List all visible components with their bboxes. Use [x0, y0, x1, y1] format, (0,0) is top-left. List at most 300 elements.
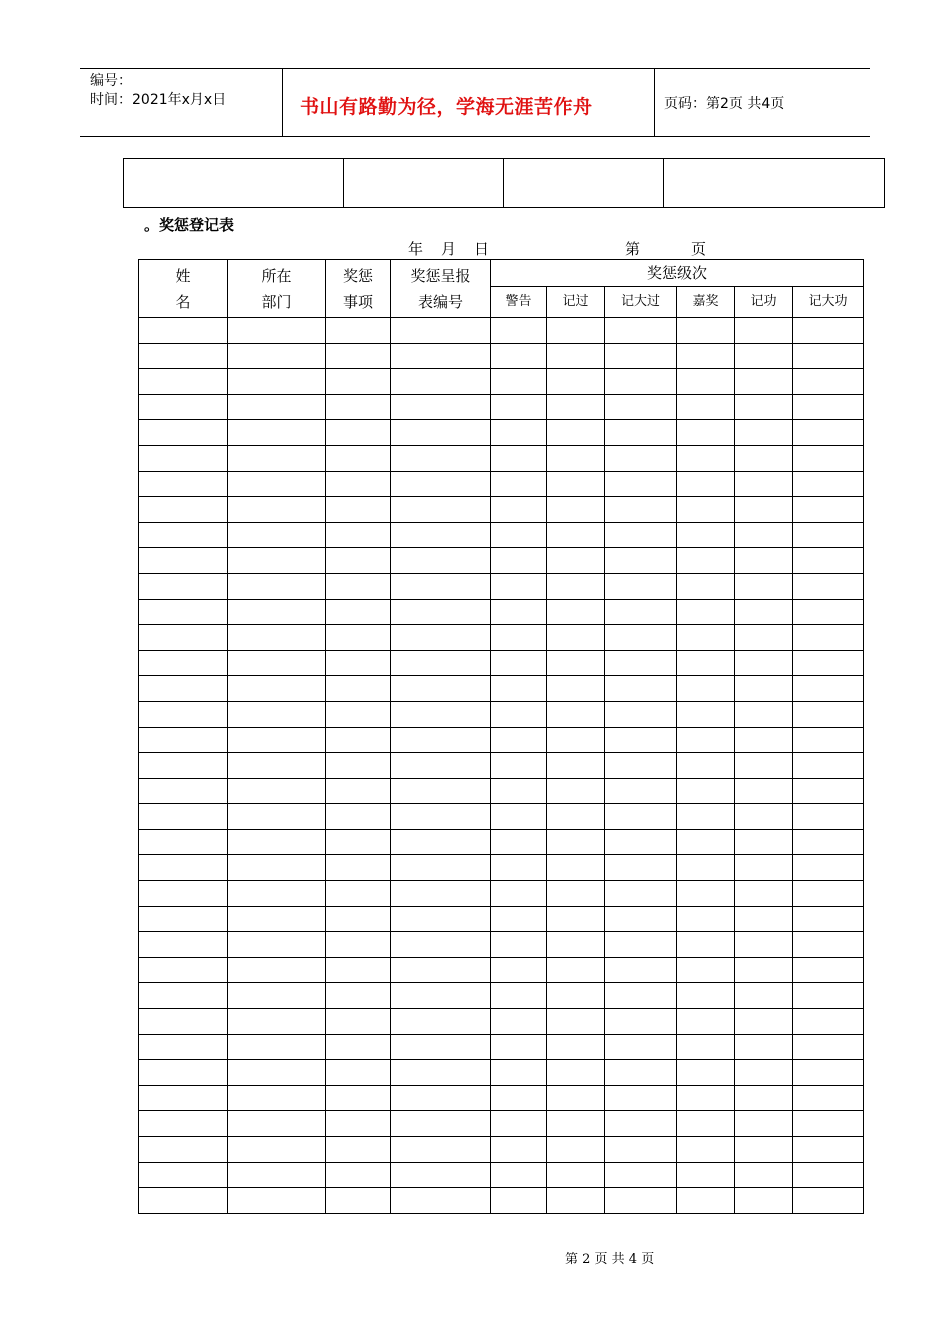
table-cell[interactable] — [677, 573, 735, 599]
table-cell[interactable] — [677, 906, 735, 932]
table-cell[interactable] — [547, 369, 605, 395]
table-cell[interactable] — [139, 1060, 228, 1086]
table-cell[interactable] — [605, 369, 677, 395]
table-cell[interactable] — [228, 522, 326, 548]
table-cell[interactable] — [547, 676, 605, 702]
table-cell[interactable] — [735, 1137, 793, 1163]
table-cell[interactable] — [326, 650, 391, 676]
table-cell[interactable] — [677, 778, 735, 804]
table-cell[interactable] — [391, 625, 491, 651]
table-cell[interactable] — [326, 753, 391, 779]
table-cell[interactable] — [547, 471, 605, 497]
table-cell[interactable] — [326, 701, 391, 727]
table-cell[interactable] — [793, 1085, 864, 1111]
table-cell[interactable] — [735, 625, 793, 651]
table-cell[interactable] — [677, 983, 735, 1009]
table-cell[interactable] — [391, 599, 491, 625]
table-cell[interactable] — [391, 701, 491, 727]
table-cell[interactable] — [139, 394, 228, 420]
table-cell[interactable] — [547, 1137, 605, 1163]
table-cell[interactable] — [677, 957, 735, 983]
table-cell[interactable] — [228, 1085, 326, 1111]
table-cell[interactable] — [605, 522, 677, 548]
table-cell[interactable] — [735, 957, 793, 983]
table-cell[interactable] — [547, 701, 605, 727]
table-cell[interactable] — [793, 701, 864, 727]
table-cell[interactable] — [139, 650, 228, 676]
table-cell[interactable] — [326, 318, 391, 344]
table-cell[interactable] — [139, 932, 228, 958]
table-cell[interactable] — [326, 778, 391, 804]
table-cell[interactable] — [326, 369, 391, 395]
table-cell[interactable] — [677, 420, 735, 446]
table-cell[interactable] — [228, 1009, 326, 1035]
table-cell[interactable] — [228, 343, 326, 369]
table-cell[interactable] — [491, 881, 547, 907]
table-cell[interactable] — [735, 727, 793, 753]
table-cell[interactable] — [228, 599, 326, 625]
table-cell[interactable] — [326, 1111, 391, 1137]
table-cell[interactable] — [677, 369, 735, 395]
table-cell[interactable] — [793, 1111, 864, 1137]
table-cell[interactable] — [735, 1162, 793, 1188]
table-cell[interactable] — [326, 625, 391, 651]
table-cell[interactable] — [491, 1060, 547, 1086]
table-cell[interactable] — [677, 445, 735, 471]
table-cell[interactable] — [793, 394, 864, 420]
table-cell[interactable] — [139, 881, 228, 907]
table-cell[interactable] — [139, 983, 228, 1009]
table-cell[interactable] — [491, 625, 547, 651]
table-cell[interactable] — [326, 599, 391, 625]
table-cell[interactable] — [677, 1188, 735, 1214]
table-cell[interactable] — [677, 676, 735, 702]
table-cell[interactable] — [326, 676, 391, 702]
table-cell[interactable] — [228, 650, 326, 676]
table-cell[interactable] — [228, 957, 326, 983]
table-cell[interactable] — [793, 1137, 864, 1163]
table-cell[interactable] — [547, 420, 605, 446]
table-cell[interactable] — [605, 957, 677, 983]
table-cell[interactable] — [605, 1060, 677, 1086]
table-cell[interactable] — [326, 932, 391, 958]
table-cell[interactable] — [605, 1009, 677, 1035]
table-cell[interactable] — [677, 829, 735, 855]
table-cell[interactable] — [735, 701, 793, 727]
table-cell[interactable] — [547, 1111, 605, 1137]
table-cell[interactable] — [326, 881, 391, 907]
table-cell[interactable] — [139, 1009, 228, 1035]
table-cell[interactable] — [228, 369, 326, 395]
table-cell[interactable] — [326, 1034, 391, 1060]
table-cell[interactable] — [677, 855, 735, 881]
table-cell[interactable] — [391, 855, 491, 881]
table-cell[interactable] — [326, 343, 391, 369]
table-cell[interactable] — [677, 471, 735, 497]
table-cell[interactable] — [228, 881, 326, 907]
table-cell[interactable] — [391, 420, 491, 446]
table-cell[interactable] — [139, 318, 228, 344]
table-cell[interactable] — [326, 1188, 391, 1214]
table-cell[interactable] — [605, 855, 677, 881]
table-cell[interactable] — [677, 1137, 735, 1163]
table-cell[interactable] — [793, 1009, 864, 1035]
table-cell[interactable] — [139, 855, 228, 881]
table-cell[interactable] — [677, 625, 735, 651]
table-cell[interactable] — [605, 394, 677, 420]
table-cell[interactable] — [793, 906, 864, 932]
table-cell[interactable] — [605, 650, 677, 676]
table-cell[interactable] — [793, 1162, 864, 1188]
table-cell[interactable] — [735, 881, 793, 907]
table-cell[interactable] — [391, 548, 491, 574]
table-cell[interactable] — [735, 573, 793, 599]
table-cell[interactable] — [228, 778, 326, 804]
table-cell[interactable] — [139, 676, 228, 702]
table-cell[interactable] — [139, 701, 228, 727]
table-cell[interactable] — [228, 1111, 326, 1137]
table-cell[interactable] — [677, 394, 735, 420]
table-cell[interactable] — [547, 1085, 605, 1111]
table-cell[interactable] — [735, 1111, 793, 1137]
table-cell[interactable] — [326, 1085, 391, 1111]
table-cell[interactable] — [547, 497, 605, 523]
table-cell[interactable] — [547, 650, 605, 676]
table-cell[interactable] — [547, 625, 605, 651]
table-cell[interactable] — [605, 497, 677, 523]
table-cell[interactable] — [605, 753, 677, 779]
table-cell[interactable] — [677, 1034, 735, 1060]
table-cell[interactable] — [228, 471, 326, 497]
table-cell[interactable] — [605, 1034, 677, 1060]
table-cell[interactable] — [677, 932, 735, 958]
table-cell[interactable] — [793, 497, 864, 523]
table-cell[interactable] — [793, 369, 864, 395]
table-cell[interactable] — [391, 497, 491, 523]
table-cell[interactable] — [793, 829, 864, 855]
table-cell[interactable] — [735, 1060, 793, 1086]
table-cell[interactable] — [547, 855, 605, 881]
table-cell[interactable] — [547, 906, 605, 932]
table-cell[interactable] — [491, 932, 547, 958]
table-cell[interactable] — [228, 906, 326, 932]
table-cell[interactable] — [605, 906, 677, 932]
table-cell[interactable] — [735, 599, 793, 625]
table-cell[interactable] — [139, 778, 228, 804]
table-cell[interactable] — [547, 881, 605, 907]
table-cell[interactable] — [491, 1085, 547, 1111]
table-cell[interactable] — [491, 445, 547, 471]
table-cell[interactable] — [391, 522, 491, 548]
table-cell[interactable] — [605, 727, 677, 753]
table-cell[interactable] — [326, 855, 391, 881]
table-cell[interactable] — [391, 573, 491, 599]
table-cell[interactable] — [228, 1162, 326, 1188]
table-cell[interactable] — [547, 573, 605, 599]
table-cell[interactable] — [391, 1085, 491, 1111]
table-cell[interactable] — [326, 906, 391, 932]
table-cell[interactable] — [547, 932, 605, 958]
table-cell[interactable] — [391, 1111, 491, 1137]
table-cell[interactable] — [491, 548, 547, 574]
table-cell[interactable] — [793, 573, 864, 599]
table-cell[interactable] — [139, 420, 228, 446]
table-cell[interactable] — [228, 1137, 326, 1163]
table-cell[interactable] — [735, 676, 793, 702]
table-cell[interactable] — [391, 369, 491, 395]
table-cell[interactable] — [139, 369, 228, 395]
table-cell[interactable] — [793, 932, 864, 958]
table-cell[interactable] — [605, 676, 677, 702]
table-cell[interactable] — [605, 548, 677, 574]
table-cell[interactable] — [793, 1034, 864, 1060]
table-cell[interactable] — [326, 829, 391, 855]
table-cell[interactable] — [677, 650, 735, 676]
table-cell[interactable] — [793, 471, 864, 497]
table-cell[interactable] — [677, 804, 735, 830]
table-cell[interactable] — [491, 1009, 547, 1035]
table-cell[interactable] — [793, 599, 864, 625]
table-cell[interactable] — [228, 983, 326, 1009]
table-cell[interactable] — [547, 1060, 605, 1086]
table-cell[interactable] — [605, 599, 677, 625]
table-cell[interactable] — [735, 778, 793, 804]
table-cell[interactable] — [677, 1060, 735, 1086]
table-cell[interactable] — [391, 906, 491, 932]
table-cell[interactable] — [547, 983, 605, 1009]
table-cell[interactable] — [677, 318, 735, 344]
table-cell[interactable] — [547, 318, 605, 344]
table-cell[interactable] — [677, 753, 735, 779]
table-cell[interactable] — [491, 394, 547, 420]
table-cell[interactable] — [228, 318, 326, 344]
table-cell[interactable] — [391, 957, 491, 983]
table-cell[interactable] — [735, 983, 793, 1009]
table-cell[interactable] — [391, 318, 491, 344]
table-cell[interactable] — [139, 753, 228, 779]
table-cell[interactable] — [547, 522, 605, 548]
table-cell[interactable] — [605, 445, 677, 471]
table-cell[interactable] — [491, 650, 547, 676]
table-cell[interactable] — [139, 1111, 228, 1137]
table-cell[interactable] — [228, 727, 326, 753]
table-cell[interactable] — [677, 522, 735, 548]
table-cell[interactable] — [793, 957, 864, 983]
table-cell[interactable] — [391, 829, 491, 855]
table-cell[interactable] — [735, 804, 793, 830]
table-cell[interactable] — [735, 471, 793, 497]
table-cell[interactable] — [491, 497, 547, 523]
table-cell[interactable] — [139, 573, 228, 599]
table-cell[interactable] — [547, 599, 605, 625]
table-cell[interactable] — [793, 753, 864, 779]
table-cell[interactable] — [793, 881, 864, 907]
table-cell[interactable] — [677, 701, 735, 727]
table-cell[interactable] — [735, 343, 793, 369]
table-cell[interactable] — [735, 906, 793, 932]
table-cell[interactable] — [547, 548, 605, 574]
table-cell[interactable] — [391, 1034, 491, 1060]
table-cell[interactable] — [793, 983, 864, 1009]
table-cell[interactable] — [391, 394, 491, 420]
table-cell[interactable] — [605, 1085, 677, 1111]
table-cell[interactable] — [139, 906, 228, 932]
table-cell[interactable] — [735, 1034, 793, 1060]
table-cell[interactable] — [547, 1009, 605, 1035]
table-cell[interactable] — [491, 778, 547, 804]
table-cell[interactable] — [605, 983, 677, 1009]
table-cell[interactable] — [547, 1162, 605, 1188]
table-cell[interactable] — [793, 445, 864, 471]
table-cell[interactable] — [605, 701, 677, 727]
table-cell[interactable] — [391, 753, 491, 779]
table-cell[interactable] — [391, 804, 491, 830]
table-cell[interactable] — [326, 420, 391, 446]
table-cell[interactable] — [491, 804, 547, 830]
table-cell[interactable] — [793, 1060, 864, 1086]
table-cell[interactable] — [139, 727, 228, 753]
table-cell[interactable] — [391, 1162, 491, 1188]
table-cell[interactable] — [139, 599, 228, 625]
table-cell[interactable] — [391, 343, 491, 369]
table-cell[interactable] — [491, 573, 547, 599]
table-cell[interactable] — [228, 625, 326, 651]
table-cell[interactable] — [793, 420, 864, 446]
table-cell[interactable] — [735, 1188, 793, 1214]
table-cell[interactable] — [228, 932, 326, 958]
table-cell[interactable] — [793, 1188, 864, 1214]
table-cell[interactable] — [793, 855, 864, 881]
table-cell[interactable] — [228, 753, 326, 779]
table-cell[interactable] — [605, 1162, 677, 1188]
table-cell[interactable] — [139, 1137, 228, 1163]
table-cell[interactable] — [228, 1060, 326, 1086]
table-cell[interactable] — [735, 318, 793, 344]
table-cell[interactable] — [391, 983, 491, 1009]
table-cell[interactable] — [326, 1162, 391, 1188]
table-cell[interactable] — [139, 471, 228, 497]
table-cell[interactable] — [735, 420, 793, 446]
table-cell[interactable] — [491, 1162, 547, 1188]
table-cell[interactable] — [605, 881, 677, 907]
table-cell[interactable] — [605, 343, 677, 369]
table-cell[interactable] — [326, 573, 391, 599]
table-cell[interactable] — [735, 548, 793, 574]
table-cell[interactable] — [491, 1188, 547, 1214]
table-cell[interactable] — [677, 599, 735, 625]
table-cell[interactable] — [326, 1137, 391, 1163]
table-cell[interactable] — [139, 829, 228, 855]
table-cell[interactable] — [228, 420, 326, 446]
table-cell[interactable] — [735, 369, 793, 395]
table-cell[interactable] — [793, 548, 864, 574]
table-cell[interactable] — [491, 983, 547, 1009]
table-cell[interactable] — [605, 1137, 677, 1163]
table-cell[interactable] — [326, 804, 391, 830]
table-cell[interactable] — [605, 420, 677, 446]
table-cell[interactable] — [547, 343, 605, 369]
table-cell[interactable] — [391, 1009, 491, 1035]
table-cell[interactable] — [547, 829, 605, 855]
table-cell[interactable] — [677, 1009, 735, 1035]
table-cell[interactable] — [139, 804, 228, 830]
table-cell[interactable] — [491, 471, 547, 497]
table-cell[interactable] — [793, 778, 864, 804]
table-cell[interactable] — [326, 522, 391, 548]
table-cell[interactable] — [491, 1111, 547, 1137]
table-cell[interactable] — [391, 1188, 491, 1214]
table-cell[interactable] — [391, 778, 491, 804]
table-cell[interactable] — [793, 343, 864, 369]
table-cell[interactable] — [326, 548, 391, 574]
table-cell[interactable] — [735, 753, 793, 779]
table-cell[interactable] — [793, 804, 864, 830]
table-cell[interactable] — [391, 1137, 491, 1163]
table-cell[interactable] — [677, 548, 735, 574]
table-cell[interactable] — [491, 343, 547, 369]
table-cell[interactable] — [228, 394, 326, 420]
table-cell[interactable] — [391, 727, 491, 753]
table-cell[interactable] — [793, 676, 864, 702]
table-cell[interactable] — [735, 1085, 793, 1111]
table-cell[interactable] — [491, 701, 547, 727]
table-cell[interactable] — [491, 369, 547, 395]
table-cell[interactable] — [326, 983, 391, 1009]
table-cell[interactable] — [605, 778, 677, 804]
table-cell[interactable] — [139, 1085, 228, 1111]
table-cell[interactable] — [491, 1137, 547, 1163]
table-cell[interactable] — [735, 445, 793, 471]
table-cell[interactable] — [735, 650, 793, 676]
table-cell[interactable] — [139, 445, 228, 471]
table-cell[interactable] — [326, 957, 391, 983]
table-cell[interactable] — [605, 829, 677, 855]
table-cell[interactable] — [139, 1162, 228, 1188]
table-cell[interactable] — [139, 497, 228, 523]
table-cell[interactable] — [391, 1060, 491, 1086]
table-cell[interactable] — [605, 318, 677, 344]
table-cell[interactable] — [735, 522, 793, 548]
table-cell[interactable] — [228, 676, 326, 702]
table-cell[interactable] — [491, 957, 547, 983]
table-cell[interactable] — [735, 1009, 793, 1035]
table-cell[interactable] — [228, 1188, 326, 1214]
table-cell[interactable] — [677, 343, 735, 369]
table-cell[interactable] — [793, 625, 864, 651]
table-cell[interactable] — [326, 1009, 391, 1035]
table-cell[interactable] — [793, 522, 864, 548]
table-cell[interactable] — [139, 343, 228, 369]
table-cell[interactable] — [228, 573, 326, 599]
table-cell[interactable] — [491, 753, 547, 779]
table-cell[interactable] — [793, 650, 864, 676]
table-cell[interactable] — [391, 445, 491, 471]
table-cell[interactable] — [491, 318, 547, 344]
table-cell[interactable] — [491, 599, 547, 625]
table-cell[interactable] — [491, 727, 547, 753]
table-cell[interactable] — [228, 1034, 326, 1060]
table-cell[interactable] — [391, 881, 491, 907]
table-cell[interactable] — [228, 445, 326, 471]
table-cell[interactable] — [677, 1111, 735, 1137]
table-cell[interactable] — [605, 932, 677, 958]
table-cell[interactable] — [605, 573, 677, 599]
table-cell[interactable] — [391, 676, 491, 702]
table-cell[interactable] — [677, 1162, 735, 1188]
table-cell[interactable] — [228, 497, 326, 523]
table-cell[interactable] — [228, 855, 326, 881]
table-cell[interactable] — [391, 650, 491, 676]
